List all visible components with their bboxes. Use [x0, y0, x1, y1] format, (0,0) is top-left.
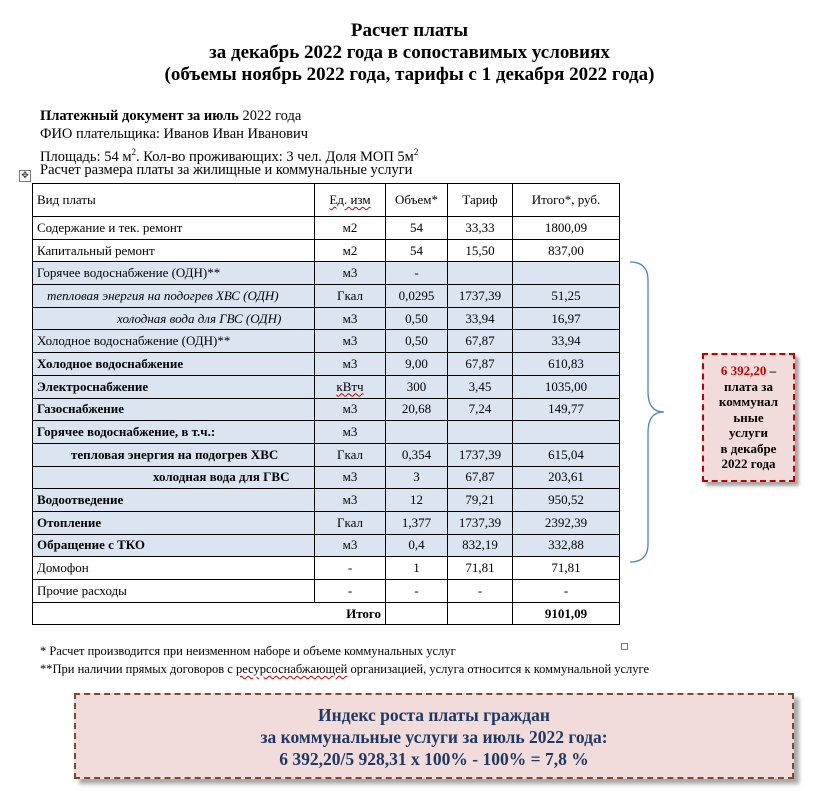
row-volume: - — [386, 580, 448, 603]
residents-text: . Кол-во проживающих: 3 чел. Доля МОП 5м — [136, 148, 414, 165]
table-row — [33, 421, 620, 444]
row-total: 837,00 — [513, 239, 620, 262]
row-tariff: 15,50 — [448, 239, 513, 262]
callout-dash: – — [769, 363, 777, 378]
row-volume: 3 — [386, 466, 448, 489]
row-service: Капитальный ремонт — [33, 239, 315, 262]
row-service: Прочие расходы — [33, 580, 315, 603]
table-total-row — [33, 602, 620, 625]
row-service: тепловая энергия на подогрев ХВС — [33, 443, 315, 466]
area-sup: 2 — [131, 147, 137, 157]
row-unit: м3 — [315, 353, 386, 376]
table-row — [33, 398, 620, 421]
table-caption: Расчет размера платы за жилищные и коммунальные услуги — [40, 162, 413, 178]
row-unit: - — [315, 557, 386, 580]
row-total: 2392,39 — [513, 511, 620, 534]
row-volume: 1,377 — [386, 511, 448, 534]
table-row — [33, 353, 620, 376]
index-line-1: Индекс роста платы граждан — [318, 705, 550, 725]
index-line-2: за коммунальные услуги за июль 2022 года: — [260, 727, 608, 747]
row-service: тепловая энергия на подогрев ХВС (ОДН) — [33, 285, 315, 308]
row-service: Холодное водоснабжение (ОДН)** — [33, 330, 315, 353]
title-line-1: Расчет платы — [350, 20, 469, 41]
row-unit: м2 — [315, 217, 386, 240]
row-tariff: 832,19 — [448, 534, 513, 557]
row-total: 203,61 — [513, 466, 620, 489]
table-row — [33, 285, 620, 308]
row-unit: Гкал — [315, 443, 386, 466]
row-tariff: 1737,39 — [448, 443, 513, 466]
footnote-2-prefix: **При наличии прямых договоров с — [40, 662, 233, 676]
row-total — [513, 262, 620, 285]
table-row — [33, 443, 620, 466]
row-volume: 20,68 — [386, 398, 448, 421]
row-unit: м3 — [315, 534, 386, 557]
callout-line-2: плата за — [724, 378, 773, 394]
table-row — [33, 534, 620, 557]
row-total: 950,52 — [513, 489, 620, 512]
row-volume: 1 — [386, 557, 448, 580]
row-service: Горячее водоснабжение (ОДН)** — [33, 262, 315, 285]
row-unit: м3 — [315, 262, 386, 285]
header-total: Итого*, руб. — [513, 184, 620, 217]
footnote-2-word: ресурсоснабжающей — [235, 662, 348, 676]
row-volume: 0,50 — [386, 330, 448, 353]
row-unit: м3 — [315, 330, 386, 353]
row-total: 149,77 — [513, 398, 620, 421]
row-tariff: 67,87 — [448, 466, 513, 489]
row-service: Содержание и тек. ремонт — [33, 217, 315, 240]
row-tariff — [448, 421, 513, 444]
row-unit: - — [315, 580, 386, 603]
callout-first-line — [704, 363, 793, 379]
table-row — [33, 307, 620, 330]
header-service: Вид платы — [33, 184, 315, 217]
page-title — [0, 20, 819, 86]
row-total: - — [513, 580, 620, 603]
row-unit: Гкал — [315, 511, 386, 534]
row-tariff: 71,81 — [448, 557, 513, 580]
row-tariff: 7,24 — [448, 398, 513, 421]
communal-fee-callout — [702, 353, 795, 482]
curly-brace-icon — [628, 260, 668, 564]
document-heading-year: 2022 года — [242, 108, 302, 124]
row-service: Отопление — [33, 511, 315, 534]
row-volume: 300 — [386, 375, 448, 398]
table-row — [33, 262, 620, 285]
row-tariff: 33,33 — [448, 217, 513, 240]
header-volume: Объем* — [386, 184, 448, 217]
table-move-handle-icon[interactable]: ✥ — [19, 170, 31, 182]
mop-sup: 2 — [413, 147, 419, 157]
title-line-3: (объемы ноябрь 2022 года, тарифы с 1 декабря 2022 года) — [164, 64, 655, 85]
row-unit: Гкал — [315, 285, 386, 308]
row-volume: 0,50 — [386, 307, 448, 330]
row-tariff: 67,87 — [448, 330, 513, 353]
row-unit: кВтч — [315, 375, 386, 398]
row-unit: м3 — [315, 489, 386, 512]
document-heading — [40, 107, 418, 125]
row-total: 610,83 — [513, 353, 620, 376]
row-tariff: 1737,39 — [448, 511, 513, 534]
row-volume — [386, 421, 448, 444]
row-volume: 9,00 — [386, 353, 448, 376]
row-volume: - — [386, 262, 448, 285]
table-row — [33, 217, 620, 240]
footnotes — [40, 642, 649, 678]
callout-line-7: 2022 года — [721, 456, 776, 471]
table-header-row — [33, 184, 620, 217]
callout-amount: 6 392,20 — [720, 363, 767, 378]
row-unit: м3 — [315, 466, 386, 489]
total-label: Итого — [33, 602, 386, 625]
growth-index-box — [74, 693, 794, 779]
title-line-2: за декабрь 2022 года в сопоставимых условиях — [209, 42, 610, 63]
row-total — [513, 421, 620, 444]
header-unit: Ед. изм — [315, 184, 386, 217]
total-volume-empty — [386, 602, 448, 625]
row-service: Холодное водоснабжение — [33, 353, 315, 376]
table-row — [33, 375, 620, 398]
fee-table — [32, 183, 620, 625]
row-volume: 12 — [386, 489, 448, 512]
row-service: Домофон — [33, 557, 315, 580]
document-header — [40, 107, 418, 166]
row-tariff: 79,21 — [448, 489, 513, 512]
row-service: Обращение с ТКО — [33, 534, 315, 557]
callout-line-3: коммунал — [718, 394, 779, 409]
row-unit: м3 — [315, 421, 386, 444]
row-unit: м3 — [315, 398, 386, 421]
total-value: 9101,09 — [513, 602, 620, 625]
area-text: Площадь: 54 м — [40, 148, 132, 165]
row-service: Водоотведение — [33, 489, 315, 512]
row-total: 33,94 — [513, 330, 620, 353]
row-unit: м3 — [315, 307, 386, 330]
row-service: Горячее водоснабжение, в т.ч.: — [33, 421, 315, 444]
row-total: 1800,09 — [513, 217, 620, 240]
table-row — [33, 580, 620, 603]
document-heading-bold: Платежный документ за июль — [40, 108, 239, 124]
row-total: 615,04 — [513, 443, 620, 466]
table-row — [33, 330, 620, 353]
row-total: 71,81 — [513, 557, 620, 580]
table-row — [33, 557, 620, 580]
row-tariff: 3,45 — [448, 375, 513, 398]
total-tariff-empty — [448, 602, 513, 625]
row-total: 51,25 — [513, 285, 620, 308]
index-formula: 6 392,20/5 928,31 х 100% - 100% = 7,8 % — [279, 749, 589, 769]
callout-line-5: услуги — [728, 425, 769, 440]
row-volume: 0,354 — [386, 443, 448, 466]
row-volume: 54 — [386, 217, 448, 240]
row-unit: м2 — [315, 239, 386, 262]
row-volume: 0,0295 — [386, 285, 448, 308]
row-service: холодная вода для ГВС — [33, 466, 315, 489]
callout-line-4: ьные — [733, 409, 764, 425]
row-total: 16,97 — [513, 307, 620, 330]
footnote-2-suffix: организацией, услуга относится к коммунальной услуге — [347, 662, 650, 676]
row-tariff: 33,94 — [448, 307, 513, 330]
callout-line-6: в декабре — [720, 440, 777, 456]
row-tariff — [448, 262, 513, 285]
table-row — [33, 489, 620, 512]
row-tariff: 1737,39 — [448, 285, 513, 308]
row-volume: 0,4 — [386, 534, 448, 557]
table-row — [33, 511, 620, 534]
row-total: 332,88 — [513, 534, 620, 557]
row-service: Электроснабжение — [33, 375, 315, 398]
row-tariff: 67,87 — [448, 353, 513, 376]
payer-name: ФИО плательщика: Иванов Иван Иванович — [40, 126, 309, 142]
table-row — [33, 239, 620, 262]
row-service: Газоснабжение — [33, 398, 315, 421]
footnote-2 — [40, 660, 649, 678]
row-total: 1035,00 — [513, 375, 620, 398]
row-volume: 54 — [386, 239, 448, 262]
row-tariff: - — [448, 580, 513, 603]
table-row — [33, 466, 620, 489]
footnote-1: * Расчет производится при неизменном наборе и объеме коммунальных услуг — [40, 644, 456, 658]
header-tariff: Тариф — [448, 184, 513, 217]
row-service: холодная вода для ГВС (ОДН) — [33, 307, 315, 330]
